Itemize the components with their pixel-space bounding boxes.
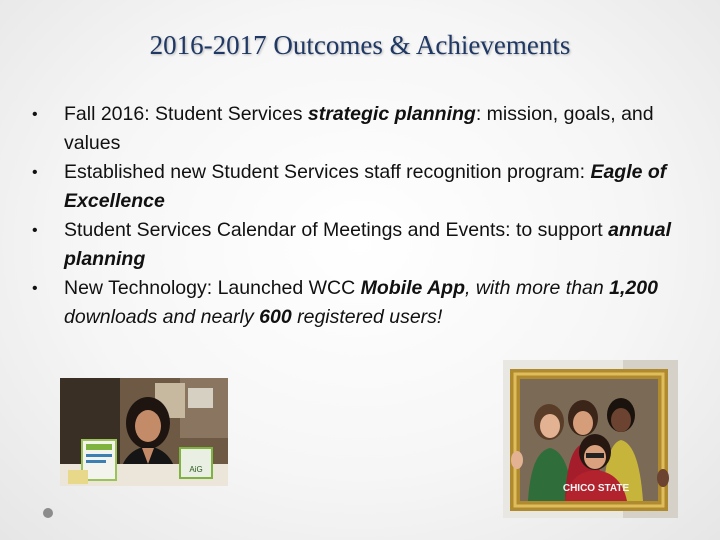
bullet-item xyxy=(30,158,690,216)
bullet-item xyxy=(30,100,690,158)
bullet-segment: : mission, goals, and values xyxy=(64,103,654,154)
staff-photo xyxy=(60,378,228,486)
bullet-text xyxy=(64,219,671,270)
bullet-segment: Eagle of Excellence xyxy=(64,161,667,212)
bullet-segment: strategic planning xyxy=(307,103,476,125)
bullet-segment: , with more than xyxy=(465,277,610,299)
bullet-segment: Fall 2016: Student Services xyxy=(64,103,308,125)
bullet-dot: • xyxy=(32,164,38,181)
shirt-text: CHICO STATE xyxy=(562,483,630,494)
bullet-item xyxy=(30,274,690,332)
bullet-segment: annual planning xyxy=(64,219,671,270)
bullet-dot: • xyxy=(32,280,38,297)
bullet-list xyxy=(30,100,690,332)
bullet-dot: • xyxy=(32,106,38,123)
bullet-segment: Student Services Calendar of Meetings and Events: to support xyxy=(64,219,609,241)
group-photo xyxy=(503,360,678,518)
bullet-segment: 600 xyxy=(259,306,292,328)
bullet-text xyxy=(64,103,654,154)
slide-title: 2016-2017 Outcomes & Achievements xyxy=(149,30,571,60)
bullet-segment: downloads and nearly xyxy=(64,306,260,328)
flyer-sign-text: AiG xyxy=(189,465,203,474)
bullet-segment: Established new Student Services staff recognition program: xyxy=(64,161,591,183)
bullet-text xyxy=(64,277,658,328)
bullet-dot: • xyxy=(32,222,38,239)
bullet-item xyxy=(30,216,690,274)
bullet-segment: 1,200 xyxy=(609,277,658,299)
bullet-segment: New Technology: Launched WCC xyxy=(64,277,361,299)
slide-dot-icon xyxy=(43,508,53,518)
bullet-text xyxy=(64,161,666,212)
bullet-segment: registered users! xyxy=(291,306,443,328)
bullet-segment: Mobile App xyxy=(360,277,465,299)
